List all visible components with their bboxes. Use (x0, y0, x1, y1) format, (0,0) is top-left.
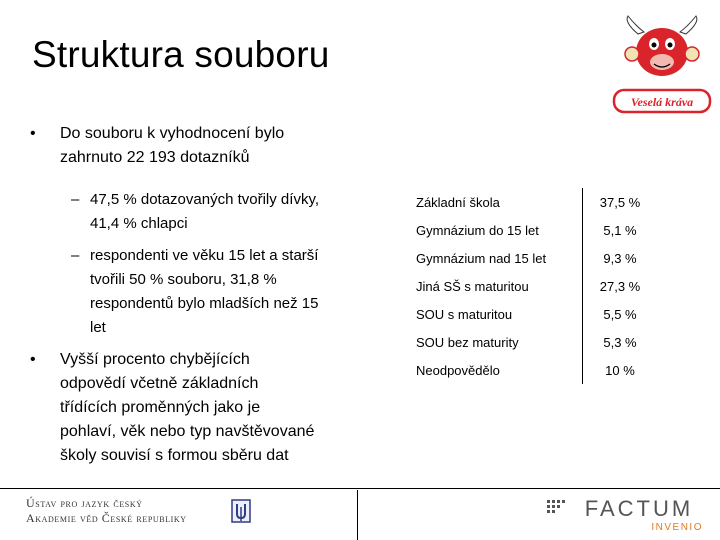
bullet-text: Vyšší procento chybějících (60, 351, 250, 368)
bullet-text: let (90, 319, 106, 336)
footer-divider (0, 488, 720, 489)
bullet-text: tvořili 50 % souboru, 31,8 % (90, 271, 277, 288)
bullet-text: respondenti ve věku 15 let a starší (90, 247, 319, 264)
table-row (416, 356, 657, 384)
bullet-icon: • (30, 125, 36, 142)
bullet-text: školy souvisí s formou sběru dat (60, 447, 289, 464)
bullet-text: třídících proměnných jako je (60, 399, 261, 416)
table-cell-value: 5,5 % (583, 300, 658, 328)
table-cell-value: 5,3 % (583, 328, 658, 356)
bullet-text: zahrnuto 22 193 dotazníků (60, 149, 250, 166)
bullet-text: respondentů bylo mladších než 15 (90, 295, 319, 312)
table-cell-name: SOU bez maturity (416, 334, 519, 350)
table-cell-value: 27,3 % (583, 272, 658, 300)
dash-icon: – (71, 191, 80, 208)
table-row (416, 328, 657, 356)
bullet-main-1 (30, 122, 360, 170)
bullet-icon: • (30, 351, 36, 368)
table-cell-name: Jiná SŠ s maturitou (416, 278, 529, 294)
ustav-emblem-icon (231, 499, 251, 523)
vesela-krava-wordmark: Veselá kráva (630, 95, 694, 109)
bullet-text: 47,5 % dotazovaných tvořily dívky, (90, 191, 319, 208)
table-cell-name: SOU s maturitou (416, 306, 513, 322)
factum-invenio-logo (545, 494, 705, 534)
bullet-sub-1 (59, 188, 360, 236)
bullet-text: pohlaví, věk nebo typ navštěvované (60, 423, 315, 440)
ustav-line-2: Akademie věd České republiky (26, 511, 187, 525)
table-cell-value: 10 % (583, 356, 658, 384)
bullet-sub-2 (59, 244, 360, 340)
slide-title: Struktura souboru (32, 34, 330, 75)
ustav-line-1: Ústav pro jazyk český (26, 496, 143, 510)
invenio-wordmark: INVENIO (651, 522, 703, 533)
school-type-table (416, 188, 657, 384)
table-cell-value: 5,1 % (583, 216, 658, 244)
table-cell-value: 9,3 % (583, 244, 658, 272)
vesela-krava-logo (610, 12, 714, 116)
table-row (416, 300, 657, 328)
bullet-text: Do souboru k vyhodnocení bylo (60, 125, 285, 142)
table-cell-name: Základní škola (416, 194, 500, 210)
table-row (416, 272, 657, 300)
dash-icon: – (71, 247, 80, 264)
table-row (416, 244, 657, 272)
table-cell-name: Gymnázium nad 15 let (416, 250, 547, 266)
table-cell-name: Gymnázium do 15 let (416, 222, 539, 238)
bullet-text: 41,4 % chlapci (90, 215, 188, 232)
bullet-list (30, 122, 360, 468)
ustav-logo-text (26, 496, 187, 526)
bullet-main-2 (30, 348, 360, 468)
table-row (416, 216, 657, 244)
factum-wordmark: FACTUM (584, 496, 694, 521)
bullet-text: odpovědí včetně základních (60, 375, 259, 392)
footer-vertical-divider (357, 490, 358, 540)
table-cell-name: Neodpovědělo (416, 362, 500, 378)
table-row (416, 188, 657, 216)
table-cell-value: 37,5 % (583, 188, 658, 216)
